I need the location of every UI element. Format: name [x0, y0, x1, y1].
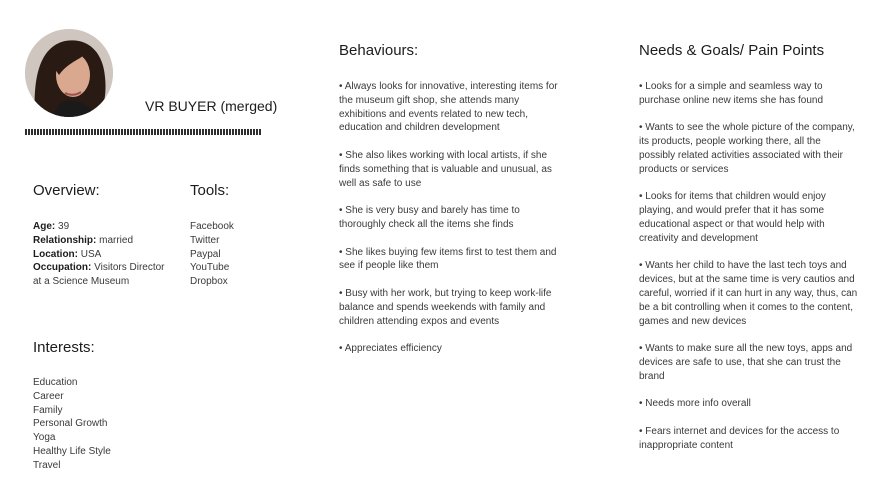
- overview-age: Age: 39: [33, 221, 70, 232]
- needs-heading: Needs & Goals/ Pain Points: [639, 42, 825, 59]
- behaviours-heading: Behaviours:: [339, 42, 419, 59]
- need-item: • Looks for a simple and seamless way to purchase online new items she has found: [639, 80, 859, 108]
- overview-heading: Overview:: [33, 182, 100, 199]
- overview-occupation: Occupation: Visitors Director: [33, 262, 165, 274]
- interests-list: [33, 376, 111, 473]
- interest-item: Education: [33, 377, 78, 388]
- persona-photo: [25, 29, 113, 117]
- tool-item: Facebook: [190, 221, 234, 232]
- interest-item: Career: [33, 390, 64, 402]
- interest-item: Family: [33, 404, 63, 416]
- persona-name: VR BUYER (merged): [145, 98, 278, 114]
- behaviour-item: • She likes buying few items first to test them and see if people like them: [339, 246, 569, 274]
- needs-list: [639, 80, 859, 466]
- avatar: [25, 29, 113, 117]
- need-item: • Wants to make sure all the new toys, apps and devices are safe to use, that she can trust the brand: [639, 342, 859, 383]
- tool-item: Paypal: [190, 248, 221, 260]
- overview-relationship: Relationship: married: [33, 234, 134, 246]
- interest-item: Personal Growth: [33, 418, 108, 430]
- behaviours-list: [339, 80, 569, 370]
- need-item: • Wants her child to have the last tech toys and devices, but at the same time is very cautios and careful, worried if it can hurt in any way, thus, can be a bit controlling when it comes to the content, games and new devices: [639, 259, 859, 328]
- overview-list: [33, 220, 165, 289]
- tool-item: YouTube: [190, 262, 230, 274]
- need-item: • Looks for items that children would enjoy playing, and would prefer that it has some educational aspect or that would help with creativity and development: [639, 190, 859, 245]
- behaviour-item: • Always looks for innovative, interesting items for the museum gift shop, she attends many exhibitions and events related to new tech, education and children development: [339, 80, 569, 135]
- overview-occupation-cont: at a Science Museum: [33, 276, 130, 288]
- interest-item: Travel: [33, 459, 61, 471]
- tools-heading: Tools:: [190, 182, 230, 199]
- interest-item: Yoga: [33, 432, 56, 444]
- need-item: • Needs more info overall: [639, 397, 859, 411]
- tool-item: Twitter: [190, 234, 220, 246]
- tool-item: Dropbox: [190, 276, 228, 288]
- behaviour-item: • Appreciates efficiency: [339, 342, 569, 356]
- need-item: • Fears internet and devices for the access to inappropriate content: [639, 425, 859, 453]
- overview-location: Location: USA: [33, 248, 102, 260]
- behaviour-item: • She also likes working with local artists, if she finds something that is valuable and unusual, as well as safe to use: [339, 149, 569, 190]
- tools-list: [190, 220, 234, 289]
- interest-item: Healthy Life Style: [33, 445, 111, 457]
- need-item: • Wants to see the whole picture of the company, its products, people working there, all the possibly related activities associated with their products or services: [639, 121, 859, 176]
- interests-heading: Interests:: [33, 339, 95, 356]
- decorative-divider: [25, 129, 262, 135]
- behaviour-item: • Busy with her work, but trying to keep work-life balance and spends weekends with family and children attending expos and events: [339, 287, 569, 328]
- behaviour-item: • She is very busy and barely has time to thoroughly check all the items she finds: [339, 204, 569, 232]
